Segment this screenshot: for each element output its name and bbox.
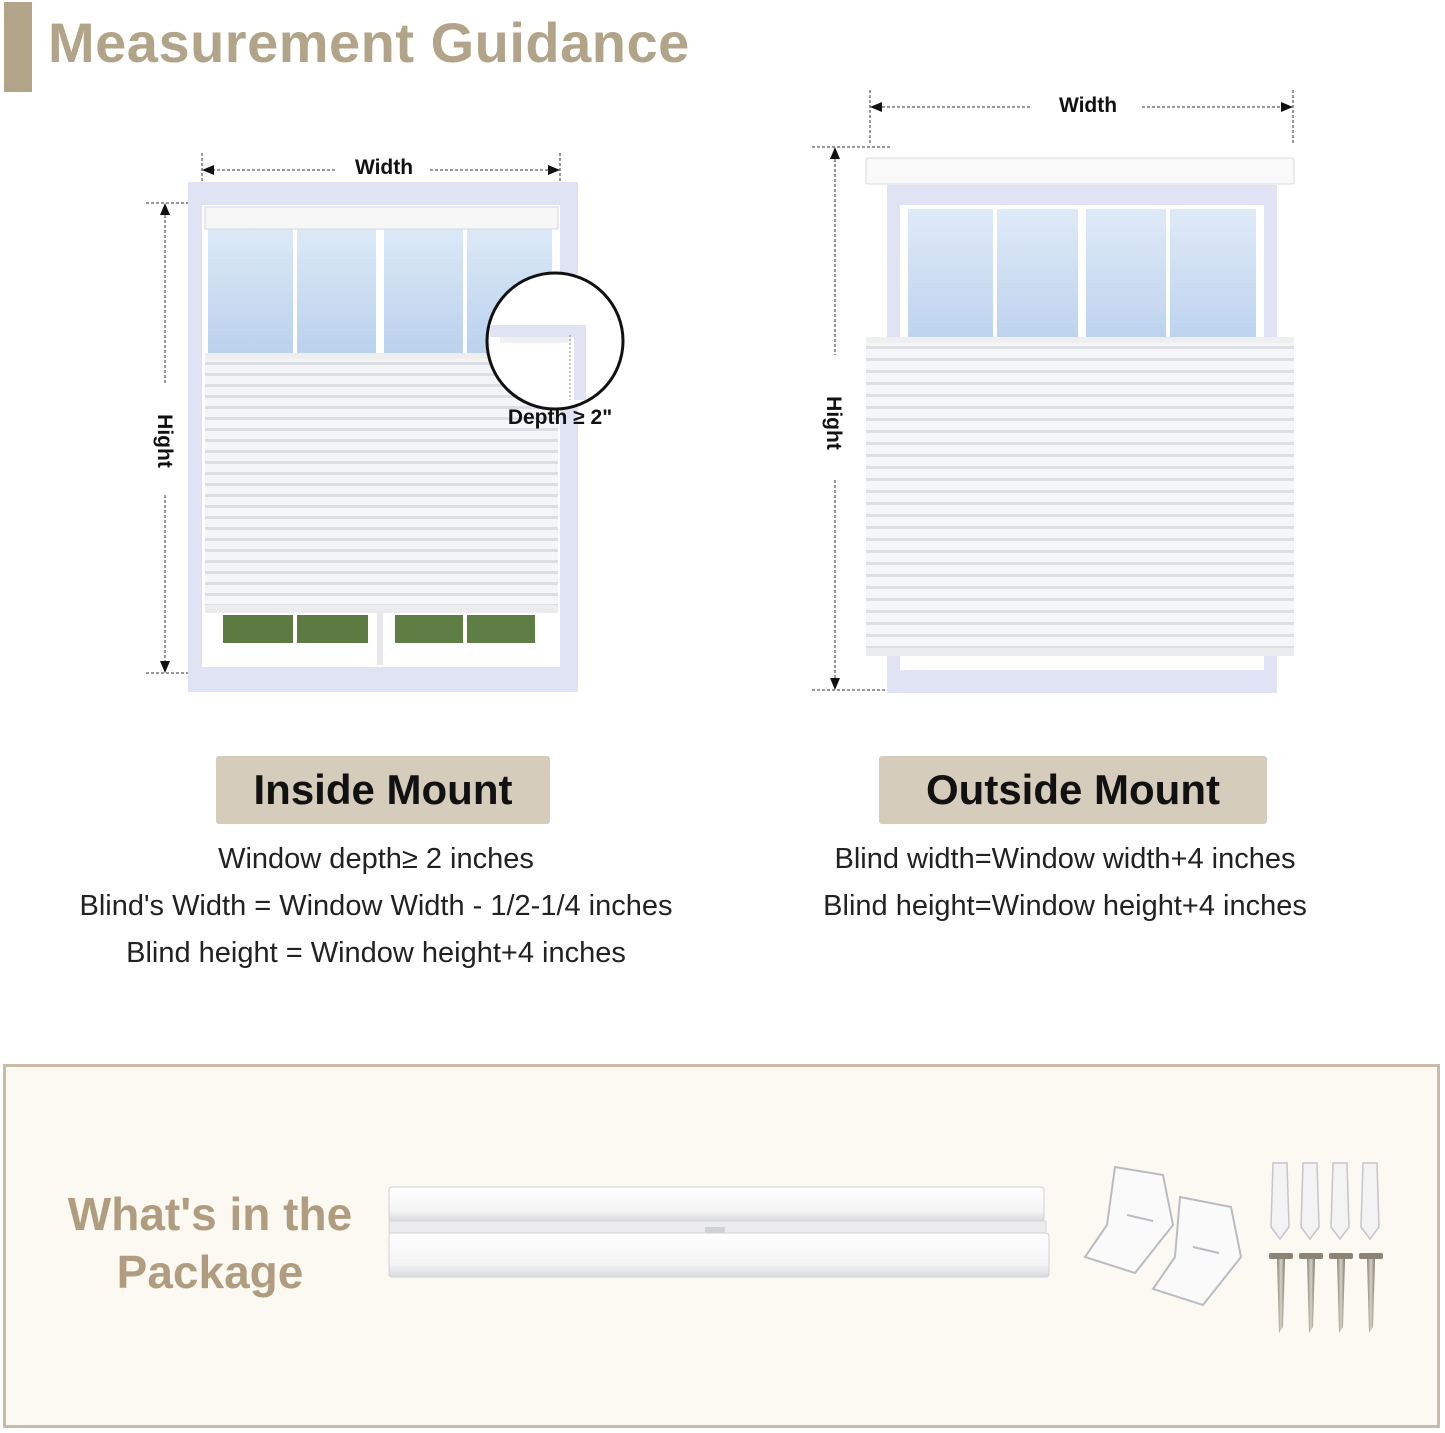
package-title — [40, 1185, 380, 1301]
inside-height-label: Hight — [153, 414, 176, 468]
inside-mount-illustration — [140, 145, 660, 705]
inside-desc-line-2: Blind's Width = Window Width - 1/2-1/4 inches — [79, 890, 673, 922]
inside-desc-line-1: Window depth≥ 2 inches — [218, 843, 534, 875]
inside-width-label: Width — [354, 156, 414, 179]
package-title-line-2: Package — [116, 1246, 304, 1298]
page-title: Measurement Guidance — [48, 11, 690, 74]
outside-mount-label: Outside Mount — [879, 756, 1267, 824]
inside-desc-line-3: Blind height = Window height+4 inches — [126, 937, 626, 969]
outside-width-label: Width — [1058, 94, 1118, 117]
headrail-image — [389, 1187, 1049, 1277]
inside-mount-label: Inside Mount — [216, 756, 550, 824]
package-title-line-1: What's in the — [67, 1188, 353, 1240]
depth-label: Depth ≥ 2" — [507, 406, 613, 429]
outside-height-label: Hight — [822, 396, 845, 450]
outside-mount-illustration — [800, 85, 1320, 705]
outside-desc-line-1: Blind width=Window width+4 inches — [834, 843, 1296, 875]
title-accent-bar — [4, 2, 32, 92]
screws-image — [1269, 1253, 1383, 1333]
package-contents-illustration — [385, 1155, 1405, 1335]
mounting-brackets-image — [1085, 1167, 1241, 1305]
outside-desc-line-2: Blind height=Window height+4 inches — [823, 890, 1307, 922]
wall-anchors-image — [1271, 1163, 1379, 1239]
